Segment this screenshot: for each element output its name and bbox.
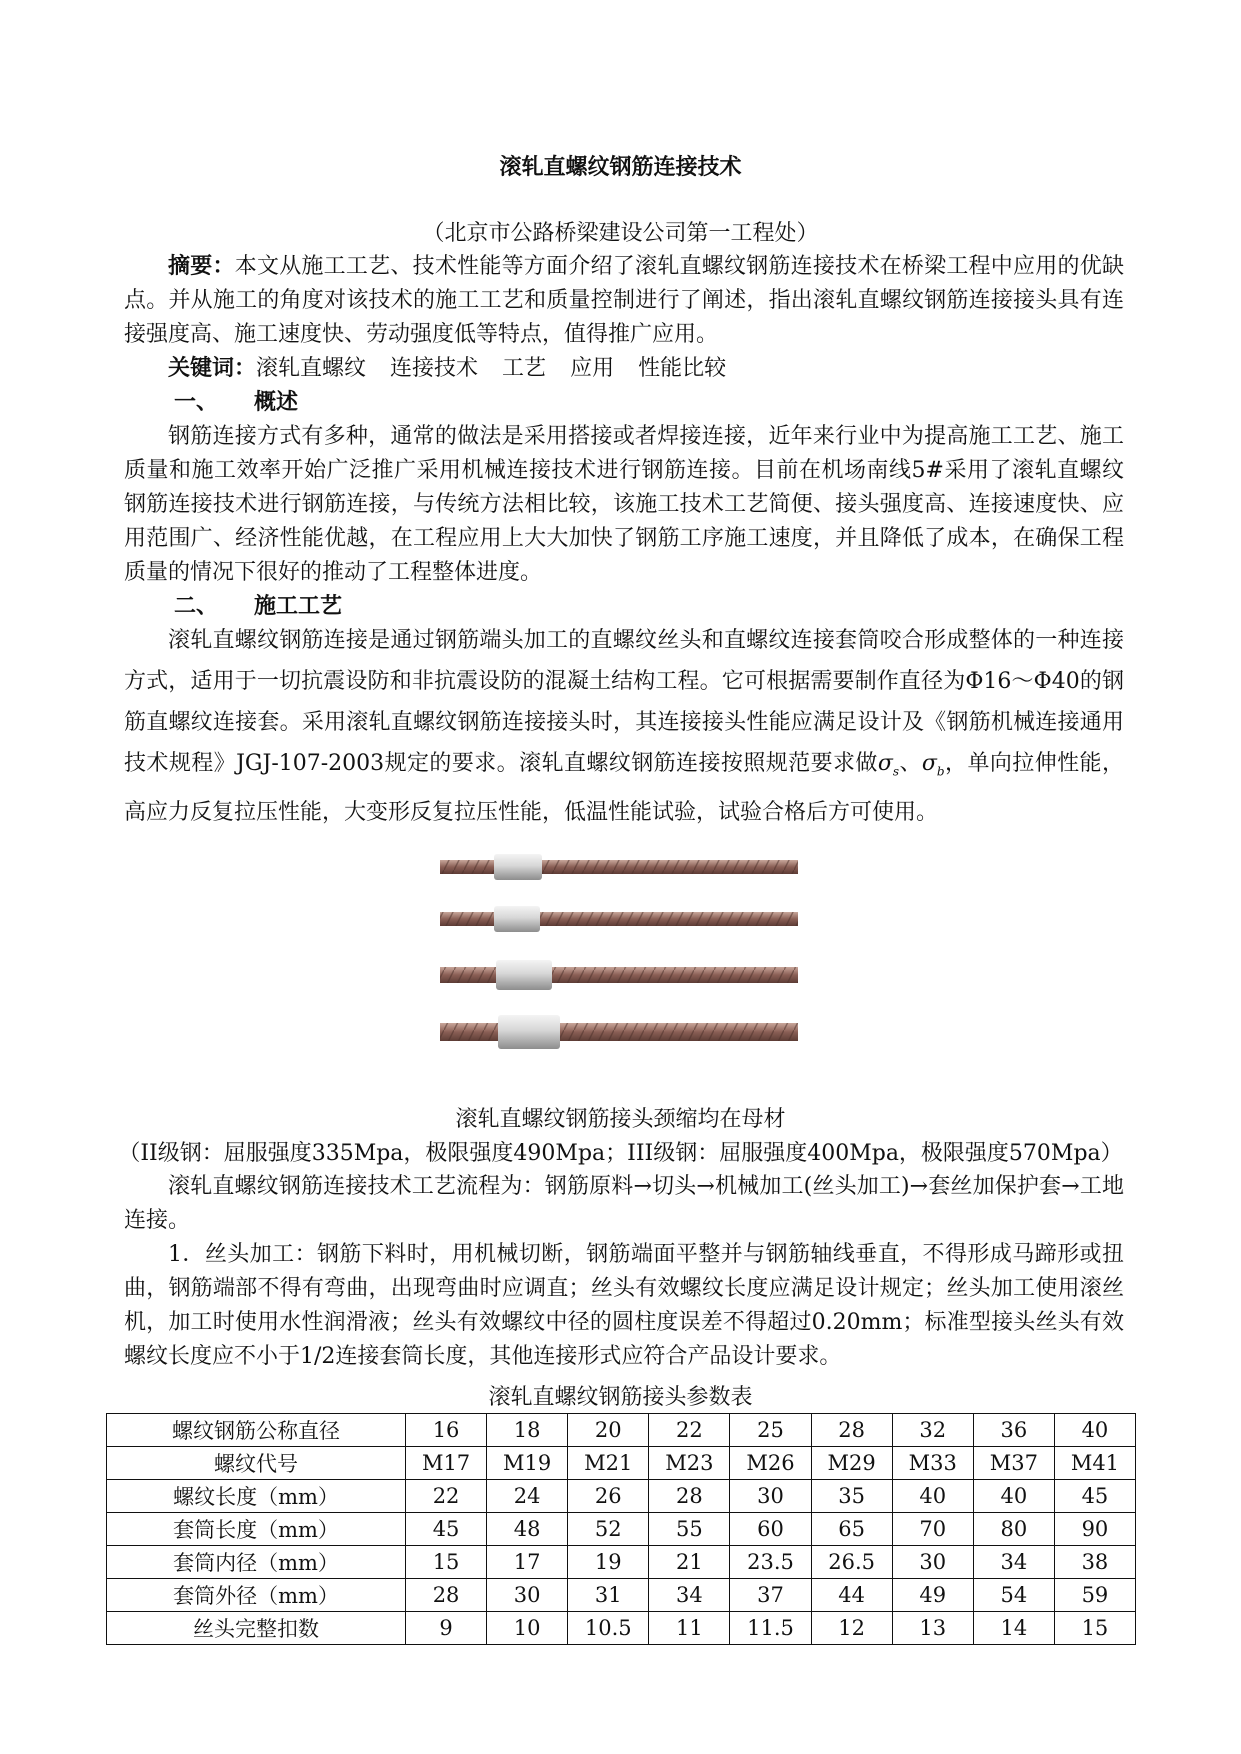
- keyword: 连接技术: [390, 356, 479, 381]
- table-row: [107, 1447, 1136, 1480]
- parameter-table: [106, 1413, 1136, 1645]
- row-label: 螺纹钢筋公称直径: [107, 1414, 406, 1447]
- table-cell: 14: [973, 1612, 1054, 1645]
- step1-paragraph: 1．丝头加工：钢筋下料时，用机械切断，钢筋端面平整并与钢筋轴线垂直，不得形成马蹄形或扭曲，钢筋端部不得有弯曲，出现弯曲时应调直；丝头有效螺纹长度应满足设计规定；丝头加工使用滚丝机，加工时使用水性润滑液；丝头有效螺纹中径的圆柱度误差不得超过0.20mm；标准型接头丝头有效螺纹长度应不小于1/2连接套筒长度，其他连接形式应符合产品设计要求。: [124, 1242, 1124, 1369]
- table-cell: 21: [649, 1546, 730, 1579]
- table-cell: 13: [892, 1612, 973, 1645]
- table-cell: 15: [1054, 1612, 1135, 1645]
- table-cell: 34: [649, 1579, 730, 1612]
- row-label: 螺纹长度（mm）: [107, 1480, 406, 1513]
- sigma-letter: σ: [877, 751, 893, 776]
- table-cell: 70: [892, 1513, 973, 1546]
- rebar-joint: [440, 1015, 798, 1049]
- document-title: 滚轧直螺纹钢筋连接技术: [499, 155, 742, 180]
- sigma-subscript: b: [936, 764, 945, 779]
- table-cell: 49: [892, 1579, 973, 1612]
- table-cell: 23.5: [730, 1546, 811, 1579]
- table-cell: 38: [1054, 1546, 1135, 1579]
- table-cell: 12: [811, 1612, 892, 1645]
- table-cell: 28: [811, 1414, 892, 1447]
- row-label: 套筒外径（mm）: [107, 1579, 406, 1612]
- keywords-label: 关键词：: [168, 356, 257, 381]
- row-label: 丝头完整扣数: [107, 1612, 406, 1645]
- table-cell: 37: [730, 1579, 811, 1612]
- table-cell: M33: [892, 1447, 973, 1480]
- figure-caption: 滚轧直螺纹钢筋接头颈缩均在母材: [455, 1107, 786, 1132]
- table-cell: M21: [568, 1447, 649, 1480]
- table-cell: 80: [973, 1513, 1054, 1546]
- table-cell: 10: [487, 1612, 568, 1645]
- process-section: [124, 1170, 1124, 1374]
- table-cell: 44: [811, 1579, 892, 1612]
- table-cell: 59: [1054, 1579, 1135, 1612]
- table-cell: M26: [730, 1447, 811, 1480]
- table-cell: 34: [973, 1546, 1054, 1579]
- table-cell: 17: [487, 1546, 568, 1579]
- table-cell: 22: [649, 1414, 730, 1447]
- abstract-label: 摘要：: [168, 254, 235, 279]
- table-cell: 40: [1054, 1414, 1135, 1447]
- table-row: [107, 1579, 1136, 1612]
- table-cell: 30: [892, 1546, 973, 1579]
- table-cell: 9: [406, 1612, 487, 1645]
- row-label: 套筒长度（mm）: [107, 1513, 406, 1546]
- table-cell: 52: [568, 1513, 649, 1546]
- table-cell: 24: [487, 1480, 568, 1513]
- table-cell: M19: [487, 1447, 568, 1480]
- table-caption: 滚轧直螺纹钢筋接头参数表: [488, 1385, 753, 1410]
- sigma-b-symbol: [921, 751, 945, 779]
- table-cell: 28: [406, 1579, 487, 1612]
- table-row: [107, 1414, 1136, 1447]
- table-cell: M23: [649, 1447, 730, 1480]
- table-cell: 11: [649, 1612, 730, 1645]
- table-cell: 32: [892, 1414, 973, 1447]
- separator: 、: [899, 751, 922, 776]
- section-heading-2: [124, 590, 1124, 624]
- section1-paragraph: 钢筋连接方式有多种，通常的做法是采用搭接或者焊接连接，近年来行业中为提高施工工艺、施工质量和施工效率开始广泛推广采用机械连接技术进行钢筋连接。目前在机场南线5#采用了滚轧直螺纹钢筋连接技术进行钢筋连接，与传统方法相比较，该施工技术工艺简便、接头强度高、连接速度快、应用范围广、经济性能优越，在工程应用上大大加快了钢筋工序施工速度，并且降低了成本，在确保工程质量的情况下很好的推动了工程整体进度。: [124, 424, 1124, 585]
- table-cell: 45: [1054, 1480, 1135, 1513]
- organization-line: （北京市公路桥梁建设公司第一工程处）: [422, 221, 819, 246]
- table-cell: 26: [568, 1480, 649, 1513]
- section-number: 二、: [174, 594, 219, 619]
- keyword: 应用: [570, 356, 615, 381]
- table-cell: M41: [1054, 1447, 1135, 1480]
- table-cell: M29: [811, 1447, 892, 1480]
- rebar-joint: [440, 906, 798, 932]
- parameter-table-body: [107, 1414, 1136, 1645]
- rebar-joints-photo: [434, 850, 804, 1065]
- table-cell: 60: [730, 1513, 811, 1546]
- table-cell: 90: [1054, 1513, 1135, 1546]
- table-row: [107, 1513, 1136, 1546]
- section2-text-a: 滚轧直螺纹钢筋连接是通过钢筋端头加工的直螺纹丝头和直螺纹连接套筒咬合形成整体的一种连接方式，适用于一切抗震设防和非抗震设防的混凝土结构工程。它可根据需要制作直径为Φ16～Φ40的钢筋直螺纹连接套。采用滚轧直螺纹钢筋连接接头时，其连接接头性能应满足设计及《钢筋机械连接通用技术规程》JGJ-107-2003规定的要求。滚轧直螺纹钢筋连接按照规范要求做: [124, 628, 1124, 776]
- table-row: [107, 1546, 1136, 1579]
- table-cell: 40: [973, 1480, 1054, 1513]
- sigma-letter: σ: [921, 751, 937, 776]
- table-cell: 25: [730, 1414, 811, 1447]
- table-row: [107, 1480, 1136, 1513]
- section2-text-b: ，单向拉伸性能，高应力反复拉压性能，大变形反复拉压性能，低温性能试验，试验合格后方可使用。: [124, 751, 1124, 826]
- sigma-subscript: s: [892, 764, 900, 779]
- section-number: 一、: [174, 390, 219, 415]
- table-cell: 10.5: [568, 1612, 649, 1645]
- table-cell: 26.5: [811, 1546, 892, 1579]
- table-cell: M17: [406, 1447, 487, 1480]
- keywords-paragraph: [124, 352, 1124, 386]
- row-label: 套筒内径（mm）: [107, 1546, 406, 1579]
- rebar-joint: [440, 854, 798, 880]
- table-cell: 54: [973, 1579, 1054, 1612]
- sigma-s-symbol: [877, 751, 900, 779]
- table-cell: 35: [811, 1480, 892, 1513]
- process-paragraph: 滚轧直螺纹钢筋连接技术工艺流程为：钢筋原料→切头→机械加工(丝头加工)→套丝加保护套→工地连接。: [124, 1174, 1124, 1233]
- table-cell: 15: [406, 1546, 487, 1579]
- section-heading-1: [124, 386, 1124, 420]
- figure-note: （II级钢：屈服强度335Mpa，极限强度490Mpa；III级钢：屈服强度400Mpa，极限强度570Mpa）: [118, 1141, 1123, 1166]
- document-body: [124, 250, 1124, 833]
- table-cell: M37: [973, 1447, 1054, 1480]
- table-cell: 18: [487, 1414, 568, 1447]
- section-title: 概述: [254, 390, 299, 415]
- table-cell: 28: [649, 1480, 730, 1513]
- table-cell: 11.5: [730, 1612, 811, 1645]
- table-cell: 48: [487, 1513, 568, 1546]
- table-cell: 20: [568, 1414, 649, 1447]
- abstract-text: 本文从施工工艺、技术性能等方面介绍了滚轧直螺纹钢筋连接技术在桥梁工程中应用的优缺点。并从施工的角度对该技术的施工工艺和质量控制进行了阐述，指出滚轧直螺纹钢筋连接接头具有连接强度高、施工速度快、劳动强度低等特点，值得推广应用。: [124, 254, 1124, 347]
- table-cell: 31: [568, 1579, 649, 1612]
- table-cell: 55: [649, 1513, 730, 1546]
- rebar-joint: [440, 960, 798, 990]
- keyword: 性能比较: [638, 356, 727, 381]
- keyword: 工艺: [502, 356, 547, 381]
- keyword: 滚轧直螺纹: [256, 356, 367, 381]
- table-row: [107, 1612, 1136, 1645]
- row-label: 螺纹代号: [107, 1447, 406, 1480]
- abstract-paragraph: [124, 250, 1124, 352]
- table-cell: 19: [568, 1546, 649, 1579]
- table-cell: 36: [973, 1414, 1054, 1447]
- table-cell: 30: [487, 1579, 568, 1612]
- table-cell: 30: [730, 1480, 811, 1513]
- table-cell: 40: [892, 1480, 973, 1513]
- section-title: 施工工艺: [254, 594, 343, 619]
- table-cell: 16: [406, 1414, 487, 1447]
- table-cell: 65: [811, 1513, 892, 1546]
- table-cell: 22: [406, 1480, 487, 1513]
- table-cell: 45: [406, 1513, 487, 1546]
- section2-paragraph: [124, 620, 1124, 833]
